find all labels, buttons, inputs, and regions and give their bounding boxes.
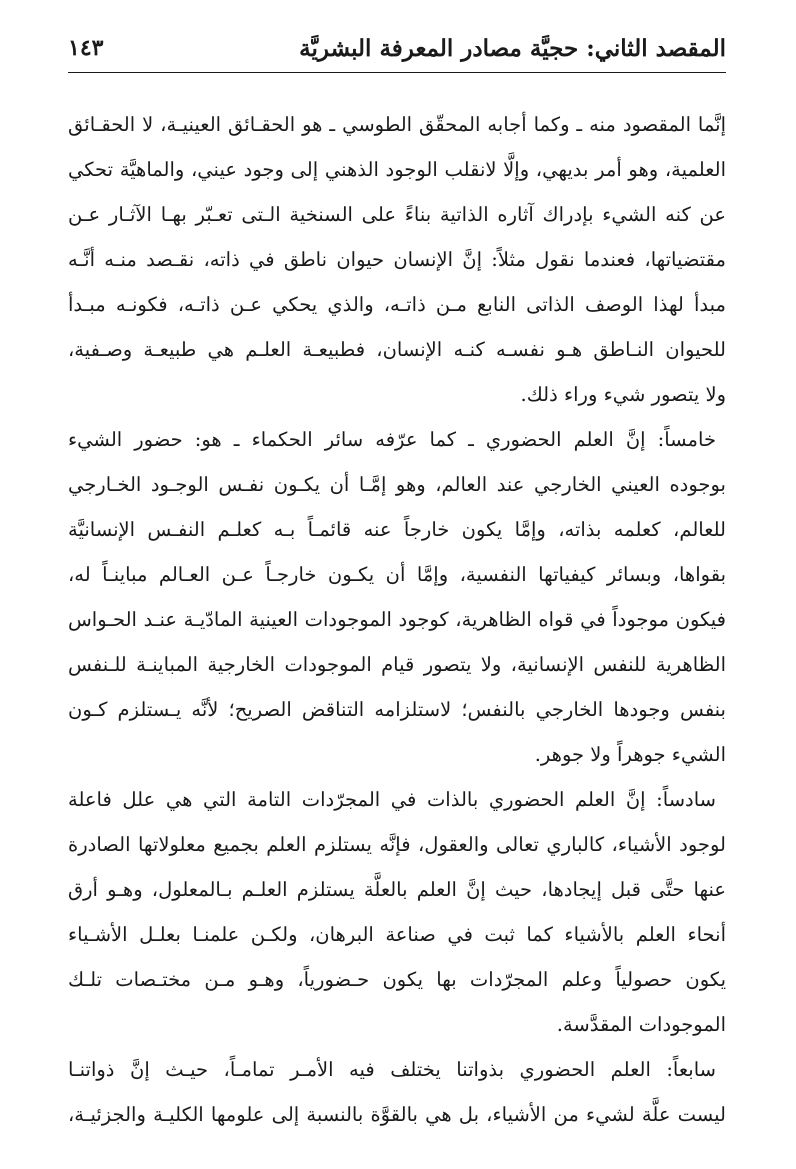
body-text [68,102,726,1137]
text-line: العلمية، وهو أمر بديهي، وإلَّا لانقلب الوجود الذهني إلى وجود عيني، والماهيَّة تحكي [68,158,726,181]
running-header [68,28,726,68]
text-line: لوجود الأشياء، كالباري تعالى والعقول، فإنَّه يستلزم العلم بجميع معلولاتها الصادرة [68,833,726,856]
text-line: للعالم، كعلمه بذاته، وإمَّا يكون خارجاً عنه قائمـاً بـه كعلـم النفـس الإنسانيَّة [68,518,726,541]
text-line: مبدأ لهذا الوصف الذاتى النابع مـن ذاتـه، والذي يحكي عـن ذاتـه، فكونـه مبـدأ [68,293,726,316]
header-rule [68,72,726,73]
text-line: يكون حصولياً وعلم المجرّدات بها يكون حـضورياً، وهـو مـن مختـصات تلـك [68,968,726,991]
text-line: بوجوده العيني الخارجي عند العالم، وهو إمَّـا أن يكـون نفـس الوجـود الخـارجي [68,473,726,496]
text-line: عنها حتَّى قبل إيجادها، حيث إنَّ العلم بالعلَّة يستلزم العلـم بـالمعلول، وهـو أرق [68,878,726,901]
text-line: بنفس وجودها الخارجي بالنفس؛ لاستلزامه التناقض الصريح؛ لأنَّه يـستلزم كـون [68,698,726,721]
paragraph-start-line: سادساً: إنَّ العلم الحضوري بالذات في المجرّدات التامة التي هي علل فاعلة [68,788,716,811]
header-title: المقصد الثاني: حجيَّة مصادر المعرفة البشريَّة [299,34,726,62]
text-line: مقتضياتها، فعندما نقول مثلاً: إنَّ الإنسان حيوان ناطق في ذاته، نقـصد منـه أنَّـه [68,248,726,271]
page-number: ١٤٣ [68,35,104,61]
text-line: بقواها، وبسائر كيفياتها النفسية، وإمَّا أن يكـون خارجـاً عـن العـالم مباينـاً له، [68,563,726,586]
text-line: للحيوان النـاطق هـو نفسـه كنـه الإنسان، فطبيعـة العلـم هي طبيعـة وصـفية، [68,338,726,361]
text-line: إنَّما المقصود منه ـ وكما أجابه المحقّق الطوسي ـ هو الحقـائق العينيـة، لا الحقـائق [68,113,726,136]
text-line: الشيء جوهراً ولا جوهر. [534,743,726,766]
paragraph-start-line: سابعاً: العلم الحضوري بذواتنا يختلف فيه الأمـر تمامـاً، حيـث إنَّ ذواتنـا [68,1058,716,1081]
text-line: الموجودات المقدَّسة. [556,1013,726,1036]
paragraph-start-line: خامساً: إنَّ العلم الحضوري ـ كما عرّفه سائر الحكماء ـ هو: حضور الشيء [68,428,716,451]
text-line: فيكون موجوداً في قواه الظاهرية، كوجود الموجودات العينية المادّيـة عنـد الحـواس [68,608,726,631]
text-line: الظاهرية للنفس الإنسانية، ولا يتصور قيام الموجودات الخارجية المباينـة للـنفس [68,653,726,676]
text-line: ولا يتصور شيء وراء ذلك. [520,383,726,406]
text-line: عن كنه الشيء بإدراك آثاره الذاتية بناءً على السنخية الـتى تعـبّر بهـا الآثـار عـن [68,203,726,226]
text-line: أنحاء العلم بالأشياء كما ثبت في صناعة البرهان، ولكـن علمنـا بعلـل الأشـياء [68,923,726,946]
text-line: ليست علَّة لشيء من الأشياء، بل هي بالقوَّة بالنسبة إلى علومها الكليـة والجزئيـة، [68,1103,726,1126]
